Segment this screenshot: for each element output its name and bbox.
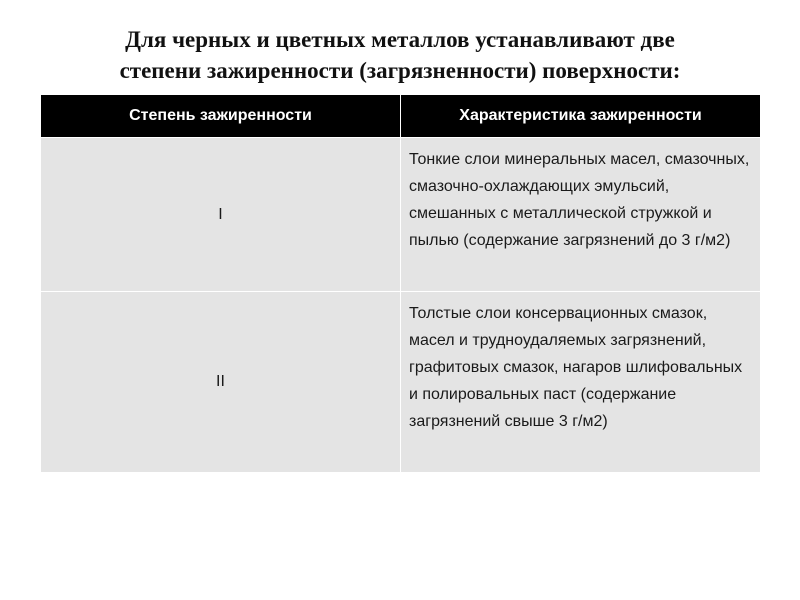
table-row [41,138,761,292]
column-header-characteristic: Характеристика зажиренности [401,95,761,138]
table-header-row [41,95,761,138]
table-row [41,292,761,473]
slide-title-line-1: Для черных и цветных металлов устанавливают две [125,27,675,52]
description-cell: Толстые слои консервационных смазок, масел и трудноудаляемых загрязнений, графитовых смазок, нагаров шлифовальных и полировальных паст (содержание загрязнений свыше 3 г/м2) [401,292,761,473]
description-cell: Тонкие слои минеральных масел, смазочных, смазочно-охлаждающих эмульсий, смешанных с металлической стружкой и пылью (содержание загрязнений до 3 г/м2) [401,138,761,292]
grade-cell: II [41,292,401,473]
greasiness-grade-table [40,94,761,473]
slide-title-line-2: степени зажиренности (загрязненности) поверхности: [119,58,681,83]
slide-title [20,24,780,86]
column-header-grade: Степень зажиренности [41,95,401,138]
grade-cell: I [41,138,401,292]
